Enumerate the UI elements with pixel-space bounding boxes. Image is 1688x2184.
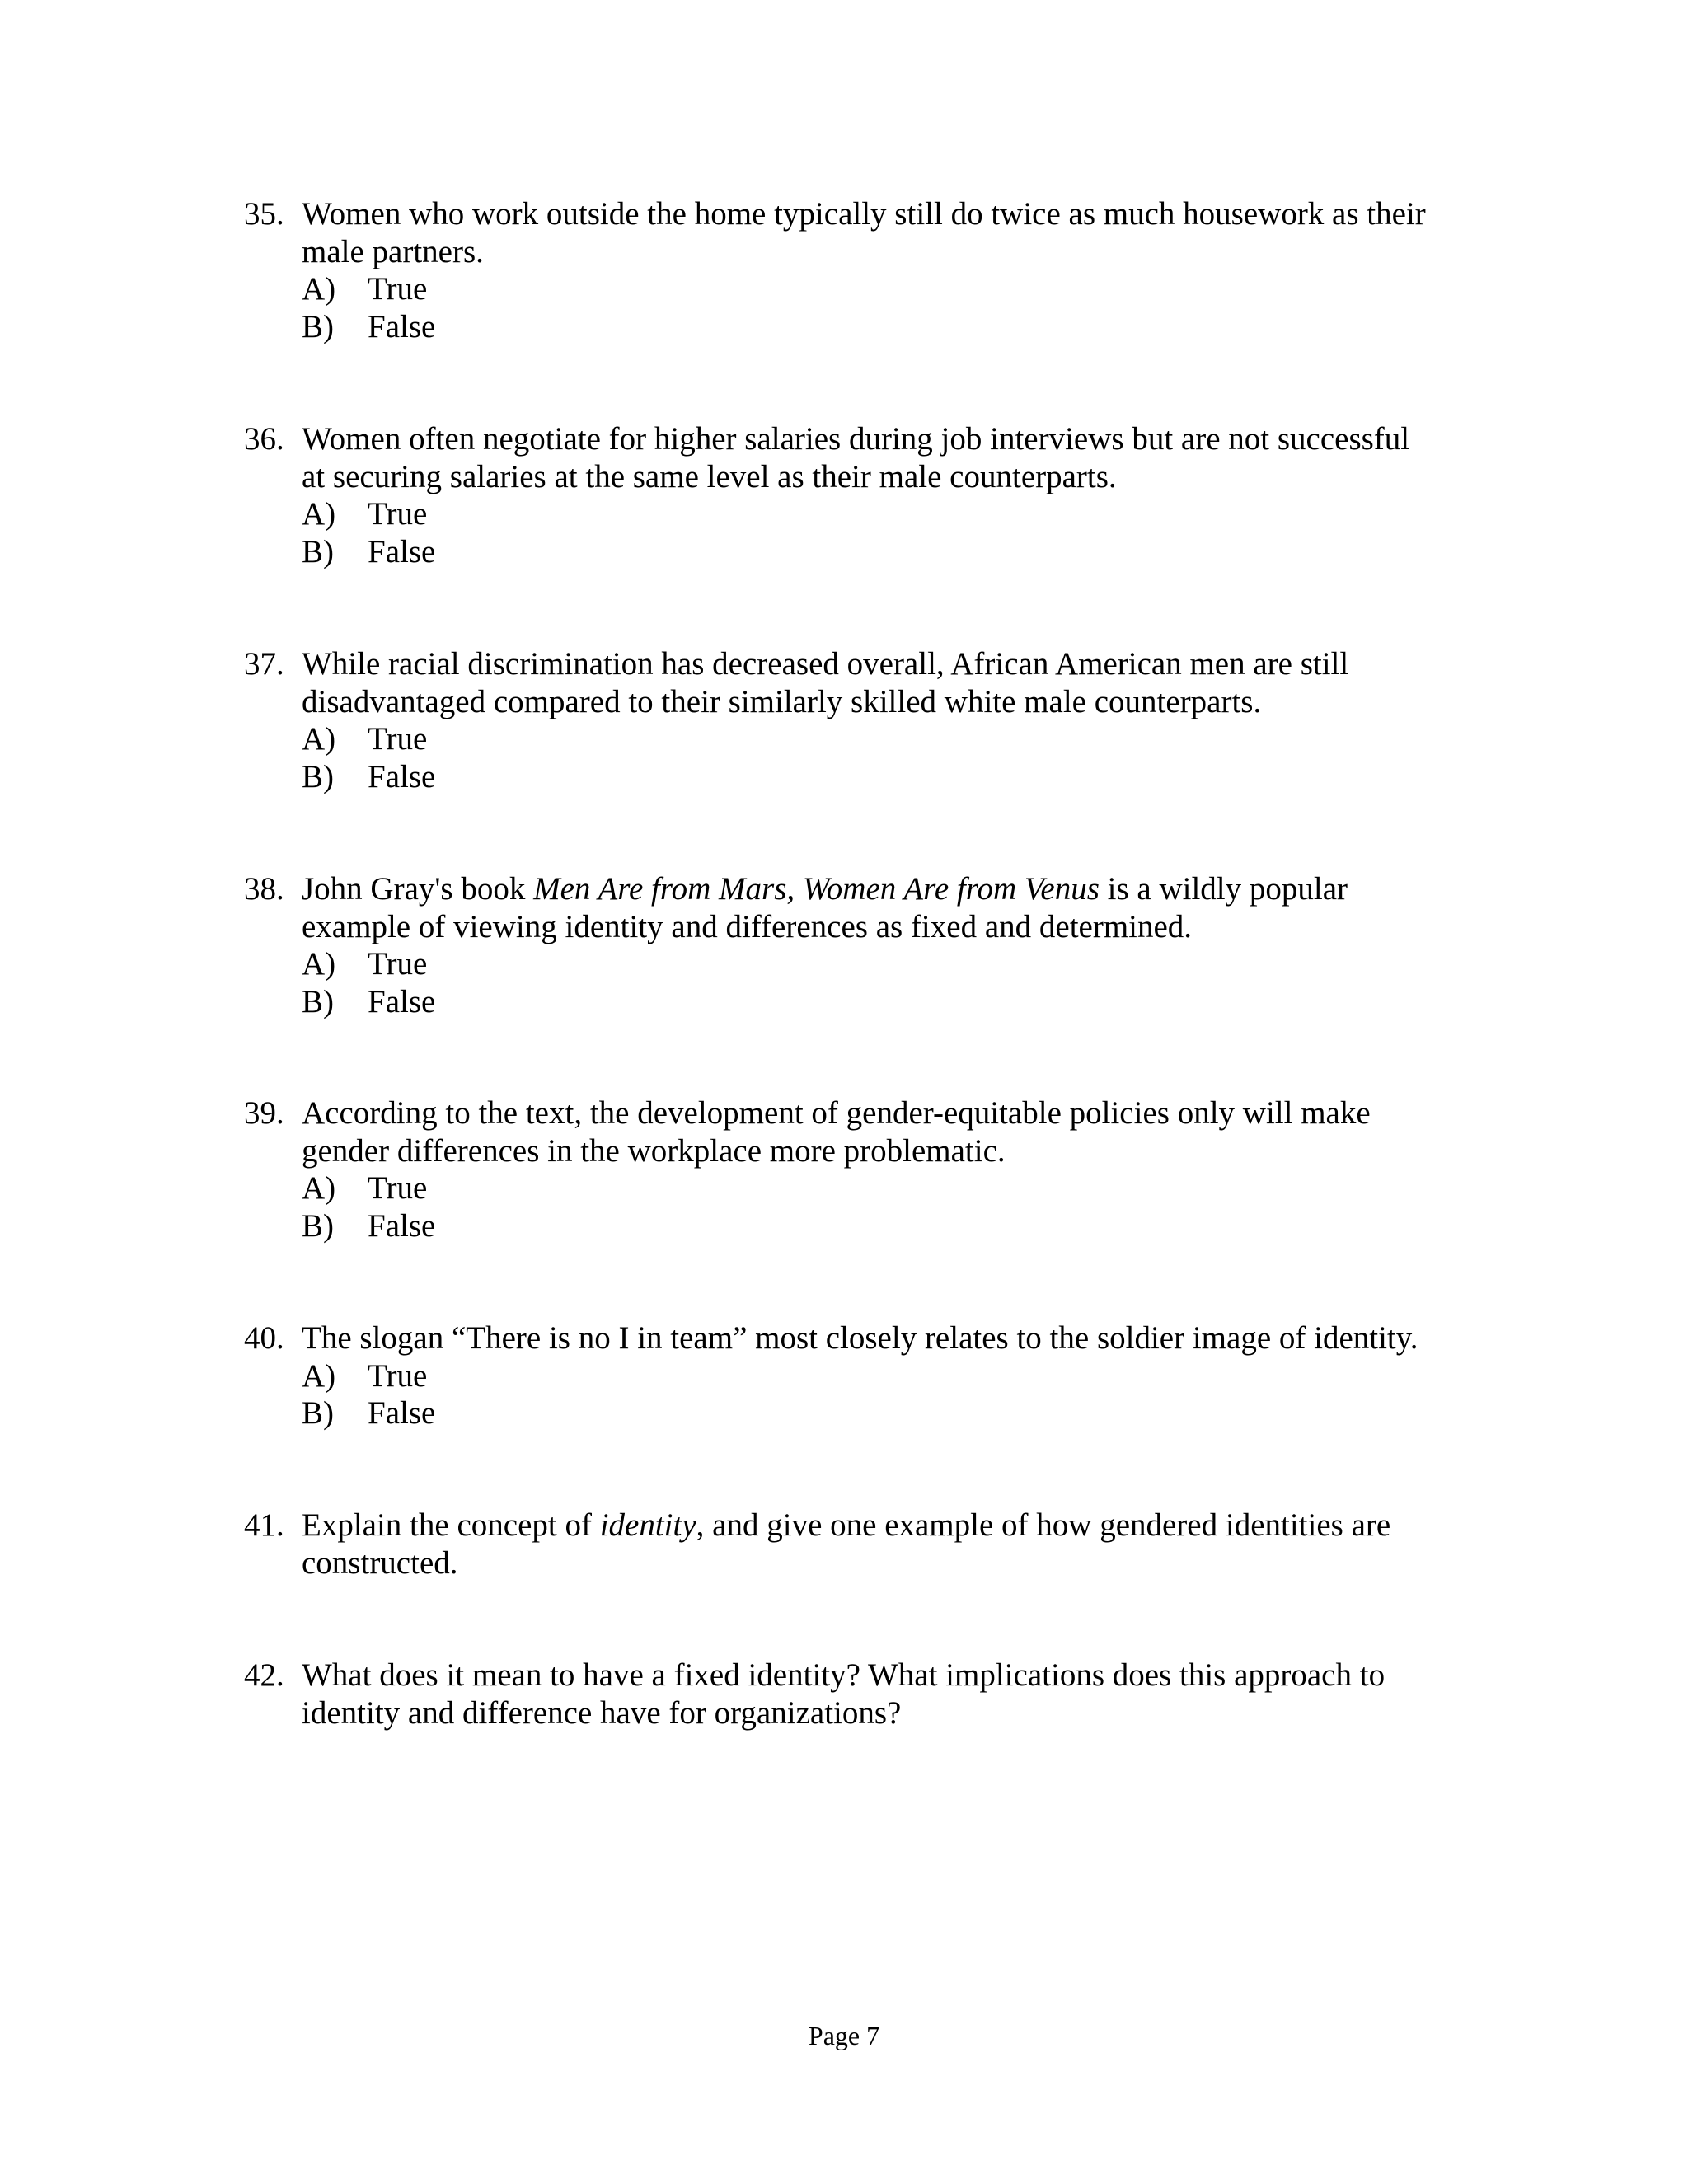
option-text: True bbox=[368, 496, 428, 532]
option-text: True bbox=[368, 946, 428, 982]
option-text: False bbox=[368, 1207, 436, 1244]
question-number: 39. bbox=[244, 1095, 284, 1131]
question-text bbox=[302, 1319, 1472, 1357]
option-b[interactable] bbox=[302, 308, 435, 346]
question-number: 40. bbox=[244, 1320, 284, 1356]
question-line: at securing salaries at the same level as their male counterparts. bbox=[302, 458, 1117, 494]
option-letter: B) bbox=[302, 533, 334, 569]
question-line bbox=[302, 1507, 1505, 1544]
question-number: 35. bbox=[244, 196, 284, 232]
option-letter: B) bbox=[302, 308, 334, 344]
option-letter: A) bbox=[302, 271, 336, 307]
question-line: gender differences in the workplace more problematic. bbox=[302, 1132, 1006, 1169]
option-letter: A) bbox=[302, 946, 336, 982]
question-line bbox=[302, 870, 1472, 908]
option-text: False bbox=[368, 533, 436, 569]
option-letter: B) bbox=[302, 1207, 334, 1244]
question-number: 37. bbox=[244, 646, 284, 682]
emphasized-term: identity bbox=[599, 1507, 696, 1543]
answer-options bbox=[302, 1169, 435, 1244]
option-text: True bbox=[368, 271, 428, 307]
option-text: False bbox=[368, 758, 436, 794]
option-a[interactable] bbox=[302, 720, 435, 758]
option-letter: A) bbox=[302, 1357, 336, 1394]
option-a[interactable] bbox=[302, 495, 435, 533]
question-text-segment: Explain the concept of bbox=[302, 1507, 600, 1543]
option-text: False bbox=[368, 983, 436, 1019]
question-line: Women often negotiate for higher salaries during job interviews but are not successful bbox=[302, 421, 1410, 457]
question-text bbox=[302, 1507, 1505, 1582]
option-a[interactable] bbox=[302, 945, 435, 983]
option-letter: A) bbox=[302, 496, 336, 532]
option-letter: A) bbox=[302, 1170, 336, 1206]
answer-options bbox=[302, 720, 435, 795]
question-text bbox=[302, 645, 1472, 720]
question-text-segment: is a wildly popular bbox=[1099, 871, 1348, 907]
option-b[interactable] bbox=[302, 758, 435, 796]
question-line: example of viewing identity and differences as fixed and determined. bbox=[302, 908, 1193, 944]
question-line: disadvantaged compared to their similarly skilled white male counterparts. bbox=[302, 683, 1262, 719]
option-b[interactable] bbox=[302, 983, 435, 1021]
question-line: What does it mean to have a fixed identity? What implications does this approach to bbox=[302, 1657, 1386, 1693]
option-letter: B) bbox=[302, 1395, 334, 1431]
question-text bbox=[302, 1657, 1505, 1732]
question-line: While racial discrimination has decreased overall, African American men are still bbox=[302, 646, 1349, 682]
option-text: False bbox=[368, 1395, 436, 1431]
question-number: 36. bbox=[244, 421, 284, 457]
page-number: Page 7 bbox=[808, 2021, 880, 2050]
question-number: 38. bbox=[244, 871, 284, 907]
answer-options bbox=[302, 1357, 435, 1432]
option-text: True bbox=[368, 1357, 428, 1394]
question-line: Women who work outside the home typically still do twice as much housework as their bbox=[302, 196, 1426, 232]
option-letter: A) bbox=[302, 721, 336, 757]
option-b[interactable] bbox=[302, 1207, 435, 1245]
option-letter: B) bbox=[302, 758, 334, 794]
option-b[interactable] bbox=[302, 533, 435, 571]
option-a[interactable] bbox=[302, 270, 435, 308]
option-a[interactable] bbox=[302, 1169, 435, 1207]
question-number: 42. bbox=[244, 1657, 284, 1693]
question-line: identity and difference have for organizations? bbox=[302, 1694, 902, 1731]
option-text: False bbox=[368, 308, 436, 344]
question-text bbox=[302, 870, 1472, 945]
question-line: constructed. bbox=[302, 1544, 458, 1581]
question-line: The slogan “There is no I in team” most closely relates to the soldier image of identity. bbox=[302, 1320, 1418, 1356]
answer-options bbox=[302, 495, 435, 570]
option-text: True bbox=[368, 721, 428, 757]
option-text: True bbox=[368, 1170, 428, 1206]
question-text-segment: John Gray's book bbox=[302, 871, 534, 907]
question-text bbox=[302, 195, 1472, 270]
question-text-segment: , and give one example of how gendered identities are bbox=[696, 1507, 1391, 1543]
option-a[interactable] bbox=[302, 1357, 435, 1395]
question-line: According to the text, the development of gender-equitable policies only will make bbox=[302, 1095, 1371, 1131]
question-text bbox=[302, 420, 1472, 495]
answer-options bbox=[302, 270, 435, 345]
book-title: Men Are from Mars, Women Are from Venus bbox=[533, 871, 1100, 907]
question-line: male partners. bbox=[302, 233, 484, 269]
question-number: 41. bbox=[244, 1507, 284, 1543]
question-text bbox=[302, 1094, 1472, 1169]
answer-options bbox=[302, 945, 435, 1020]
option-letter: B) bbox=[302, 983, 334, 1019]
option-b[interactable] bbox=[302, 1394, 435, 1432]
